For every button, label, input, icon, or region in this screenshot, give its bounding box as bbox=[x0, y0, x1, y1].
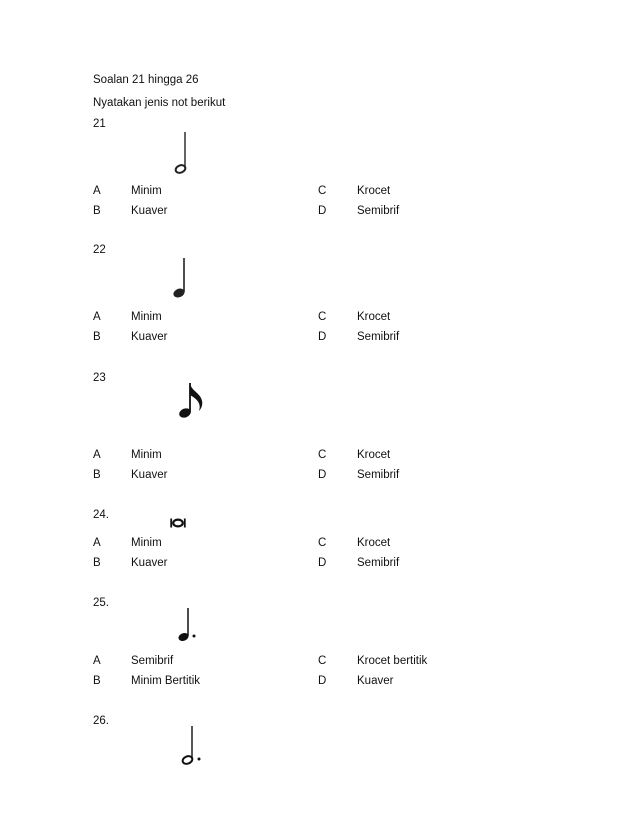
option-b-text: Kuaver bbox=[131, 205, 168, 217]
option-letter: B bbox=[93, 331, 101, 343]
option-a-text: Semibrif bbox=[131, 655, 174, 667]
option-d-text: Semibrif bbox=[357, 331, 400, 343]
option-letter: B bbox=[93, 469, 101, 481]
option-letter: C bbox=[318, 311, 327, 323]
option-b-text: Kuaver bbox=[131, 557, 168, 569]
question-number: 22 bbox=[93, 244, 106, 256]
breve-note-icon bbox=[170, 518, 186, 528]
instruction-text: Nyatakan jenis not berikut bbox=[93, 97, 226, 109]
question-number: 24. bbox=[93, 509, 109, 521]
option-b-text: Minim Bertitik bbox=[131, 675, 201, 687]
option-letter: A bbox=[93, 185, 101, 197]
option-c-text: Krocet bbox=[357, 449, 391, 461]
option-letter: D bbox=[318, 675, 327, 687]
option-letter: B bbox=[93, 557, 101, 569]
option-letter: C bbox=[318, 185, 327, 197]
option-d-text: Semibrif bbox=[357, 205, 400, 217]
question-number: 21 bbox=[93, 118, 106, 130]
crotchet-note-icon bbox=[166, 254, 196, 304]
option-letter: C bbox=[318, 449, 327, 461]
option-b-text: Kuaver bbox=[131, 331, 168, 343]
option-letter: D bbox=[318, 469, 327, 481]
option-letter: C bbox=[318, 655, 327, 667]
option-c-text: Krocet bbox=[357, 185, 391, 197]
option-c-text: Krocet bbox=[357, 311, 391, 323]
option-c-text: Krocet bertitik bbox=[357, 655, 428, 667]
option-a-text: Minim bbox=[131, 537, 162, 549]
option-d-text: Kuaver bbox=[357, 675, 394, 687]
dotted-minim-note-icon bbox=[176, 722, 212, 768]
question-number: 23 bbox=[93, 372, 106, 384]
dotted-crotchet-note-icon bbox=[174, 606, 204, 648]
option-letter: B bbox=[93, 675, 101, 687]
option-letter: D bbox=[318, 331, 327, 343]
option-letter: A bbox=[93, 449, 101, 461]
option-letter: D bbox=[318, 557, 327, 569]
option-d-text: Semibrif bbox=[357, 557, 400, 569]
quaver-note-icon bbox=[176, 380, 210, 424]
minim-note-icon bbox=[168, 128, 198, 178]
option-a-text: Minim bbox=[131, 185, 162, 197]
option-letter: A bbox=[93, 311, 101, 323]
option-letter: D bbox=[318, 205, 327, 217]
option-d-text: Semibrif bbox=[357, 469, 400, 481]
option-letter: C bbox=[318, 537, 327, 549]
option-a-text: Minim bbox=[131, 311, 162, 323]
option-b-text: Kuaver bbox=[131, 469, 168, 481]
option-letter: A bbox=[93, 655, 101, 667]
question-number: 26. bbox=[93, 715, 109, 727]
question-number: 25. bbox=[93, 597, 109, 609]
option-a-text: Minim bbox=[131, 449, 162, 461]
option-letter: B bbox=[93, 205, 101, 217]
option-letter: A bbox=[93, 537, 101, 549]
option-c-text: Krocet bbox=[357, 537, 391, 549]
section-title: Soalan 21 hingga 26 bbox=[93, 74, 199, 86]
